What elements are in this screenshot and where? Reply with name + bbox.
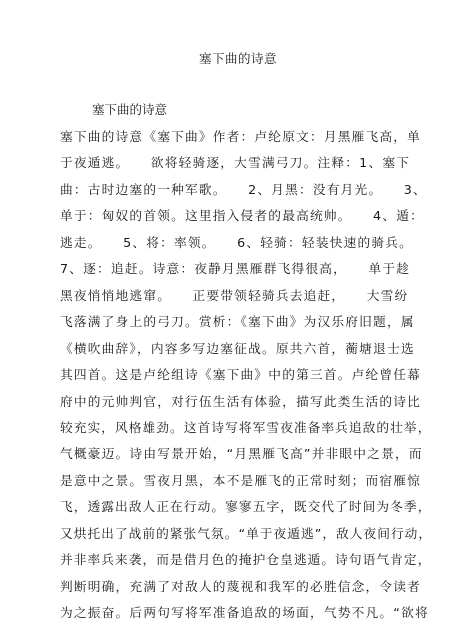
paragraph-line: 府中的元帅判官，对行伍生活有体验，描写此类生活的诗比	[60, 393, 422, 409]
paragraph-line: 为之振奋。后两句写将军准备追敌的场面，气势不凡。“欲将	[60, 605, 429, 621]
paragraph-line: 并非率兵来袭，而是借月色的掩护仓皇逃遁。诗句语气肯定，	[60, 552, 432, 568]
paragraph-line: 于夜遁逃。 欲将轻骑逐，大雪满弓刀。注释：1、塞下	[60, 155, 411, 171]
paragraph-line: 塞下曲的诗意《塞下曲》作者：卢纶原文：月黑雁飞高，单	[60, 129, 422, 144]
document-title: 塞下曲的诗意	[198, 51, 277, 66]
paragraph-line: 逃走。 5、将：率领。 6、轻骑：轻装快速的骑兵。	[60, 234, 414, 250]
paragraph-line: 又烘托出了战前的紧张气氛。“单于夜遁逃”，敌人夜间行动，	[60, 525, 433, 541]
paragraph-line: 飞落满了身上的弓刀。赏析：《塞下曲》为汉乐府旧题，属	[60, 314, 415, 330]
paragraph-line: 7、逐：追赶。诗意：夜静月黑雁群飞得很高， 单于趁	[60, 261, 411, 277]
section-heading: 塞下曲的诗意	[92, 102, 168, 117]
paragraph-line: 《横吹曲辞》，内容多写边塞征战。原共六首，蘅塘退士选	[60, 340, 415, 356]
paragraph-line: 气概豪迈。诗由写景开始，“月黑雁飞高”并非眼中之景，而	[60, 446, 423, 462]
paragraph-line: 判断明确，充满了对敌人的蔑视和我军的必胜信念，令读者	[60, 578, 422, 594]
paragraph-line: 黑夜悄悄地逃窜。 正要带领轻骑兵去追赶， 大雪纷	[60, 287, 409, 303]
paragraph-line: 是意中之景。雪夜月黑，本不是雁飞的正常时刻；而宿雁惊	[60, 472, 422, 488]
paragraph-line: 较充实，风格雄劲。这首诗写将军雪夜准备率兵追敌的壮举，	[60, 419, 432, 435]
paragraph-line: 曲：古时边塞的一种军歌。 2、月黑：没有月光。 3、	[60, 181, 427, 197]
paragraph-line: 单于：匈奴的首领。这里指入侵者的最高统帅。 4、遁：	[60, 208, 424, 224]
paragraph-line: 飞，透露出敌人正在行动。寥寥五字，既交代了时间为冬季，	[60, 499, 432, 515]
paragraph-line: 其四首。这是卢纶组诗《塞下曲》中的第三首。卢纶曾任幕	[60, 367, 422, 383]
